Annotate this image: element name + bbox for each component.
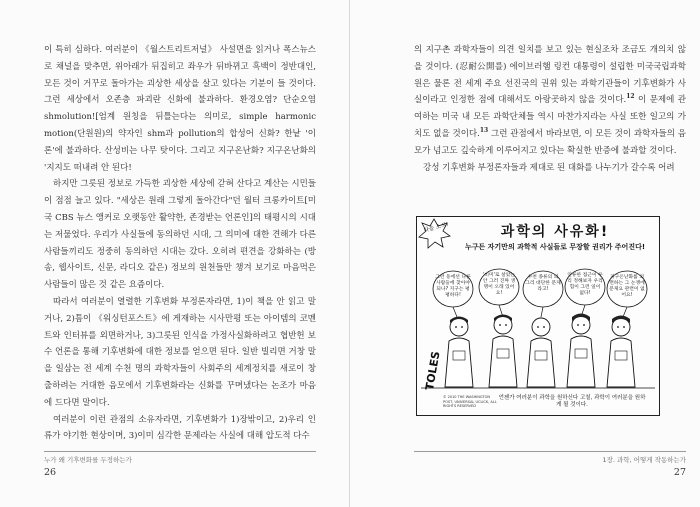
footer-divider [414,451,686,452]
copyright-note: © 2010 THE WASHINGTON POST, UNIVERSAL UCLICK, ALL RIGHTS RESERVED [443,395,497,408]
cartoonist-signature: TOLES [423,350,443,392]
paragraph: 강성 기후변화 부정론자들과 제대로 된 대화를 나누기가 갈수록 어려 [423,162,675,173]
paragraph: 여러분이 이런 관점의 소유자라면, 기후변화가 1)장밖이고, 2)우리 인류가 야기한 현상이며, 3)이미 심각한 문제라는 사실에 대해 압도적 다수 [44,414,316,442]
footnote-ref: 13 [479,127,489,135]
footer-divider [44,451,316,452]
left-page-body [44,42,316,445]
paragraph: 하지만 그릇된 정보로 가득한 괴상한 세상에 갇혀 산다고 계산는 시민들이 점점 늘고 있다. "세상은 원래 그렇게 돌아간다"던 월터 크롱카이트[미국 CBS 뉴스 앵커로 오랫동안 활약한, 존경받는 언론인]의 태평시의 시대는 저물었다. 우리가 사실들에 동의하던 시대, 그 의미에 대한 견해가 다른 사람들끼리도 정중히 동의하던 시대는 갔다. 오히려 편견을 강화하는 (방송, 웹사이트, 신문, 라디오 같은) 정보의 원천들만 챙겨 보기로 마음먹은 사람들이 많은 것 같은 요즘이다. [44,179,316,291]
running-head: 1장. 과학, 어떻게 작동하는가 [602,456,686,464]
paragraph-text: 의 지구촌 과학자들이 의견 일치를 보고 있는 현실조차 조금도 개의치 않을 것이다. (忍耐公開를) 에이브러햄 링컨 대통령이 설립한 미국국립과학원은 물론 전 세계 주요 선진국의 권위 있는 과학기관들이 기후변화가 사실이라고 인정한 점에 대해서도 아랑곳하지 않을 것이다. [414,45,686,106]
paragraph-text: 이 문제에 관여하는 미국 내 모든 과학단체들 역시 마찬가지라는 사실 또한 일고의 가치도 없을 것이다. [414,95,686,139]
running-head: 누가 왜 기후변화를 두정하는가 [44,456,132,464]
right-page-body [414,42,686,176]
editorial-cartoon [416,216,660,416]
paragraph: 이 특히 심하다. 여러분이 《월스트리트저널》 사설면을 읽거나 폭스뉴스로 채널을 맞추면, 위아래가 뒤집히고 좌우가 뒤바뀌고 흑백이 정반대인, 모든 것이 거꾸로 돌아가는 괴상한 세상을 살고 있다는 기분이 들 것이다. 그런 세상에서 오존층 파괴란 신화에 불과하다. 환경오염? 단순오염 shmolution![엄계 원칭을 뒤틀는다는 의미로, simple harmonic motion(단원원)의 약자인 shm과 pollution의 합성어 신화? 한낱 '이론'에 불과하다. 산성비는 나무 탓이다. 그리고 지구온난화? 지구온난화의 '지지도 떠내려 안 된다! [44,45,316,173]
paragraph: 따라서 여러분이 열렬한 기후변화 부정론자라면, 1)이 책을 안 읽고 말거나, 2)틈이 《워싱턴포스트》에 게재하는 시사만평 또는 아이템의 코멘트와 인터뷰를 외면하거나, 3)그릇된 인식을 가정사실화하려고 협반헌 보수 언론을 통해 기후변화에 대한 정보를 얻으면 된다. 일반 빌리면 거창 말을 일삼는 전 세계 수천 명의 과학자들이 사회주의 세계정치를 새로이 창출하려는 거대한 음모에서 기후변화라는 신화를 꾸며냈다는 논조가 마음에 드다면 말이다. [44,296,316,408]
footnote-ref: 12 [626,93,635,101]
speech-bubble: 그런 동에선 다른 사람들에 찾아야 되나? 지구는 평평하다! [435,275,471,298]
cartoon-subtitle: 누구든 자기만의 과학적 사실들로 무장할 권리가 주어진다! [464,243,646,251]
paragraph [414,42,686,160]
paragraph-text: 그런 관점에서 바라보면, 이 모든 것이 과학자들의 음모가 넘고도 깊숙하게 이루어지고 있다는 확실한 반증에 불과할 것이다. [414,128,686,156]
speech-bubble: 수천 종류의 의 그리 대단한 문제라고! [525,275,561,292]
speech-bubble: 인류한 접근이 우리 정해보자 우리 힘이 그런 일이 없다! [567,273,603,296]
speech-bubble: 지구온난화를 외면하는 그 논쟁에 문제요 관련이 없어요! [609,275,645,298]
cartoon-caption: 언젠가 여러분이 과학을 원하신다 고칠, 과학이 여러분을 원하게 될 것이다. [498,395,646,408]
cartoon-badge: 다음 소식! [423,222,450,234]
cartoon-title: 과학의 사유화! [500,224,610,240]
speech-bubble: '비미'로 살았는 안 그러 진짜 생명이 오래 있어요! [482,273,516,296]
page-number: 26 [44,467,57,478]
page-number: 27 [673,467,686,478]
